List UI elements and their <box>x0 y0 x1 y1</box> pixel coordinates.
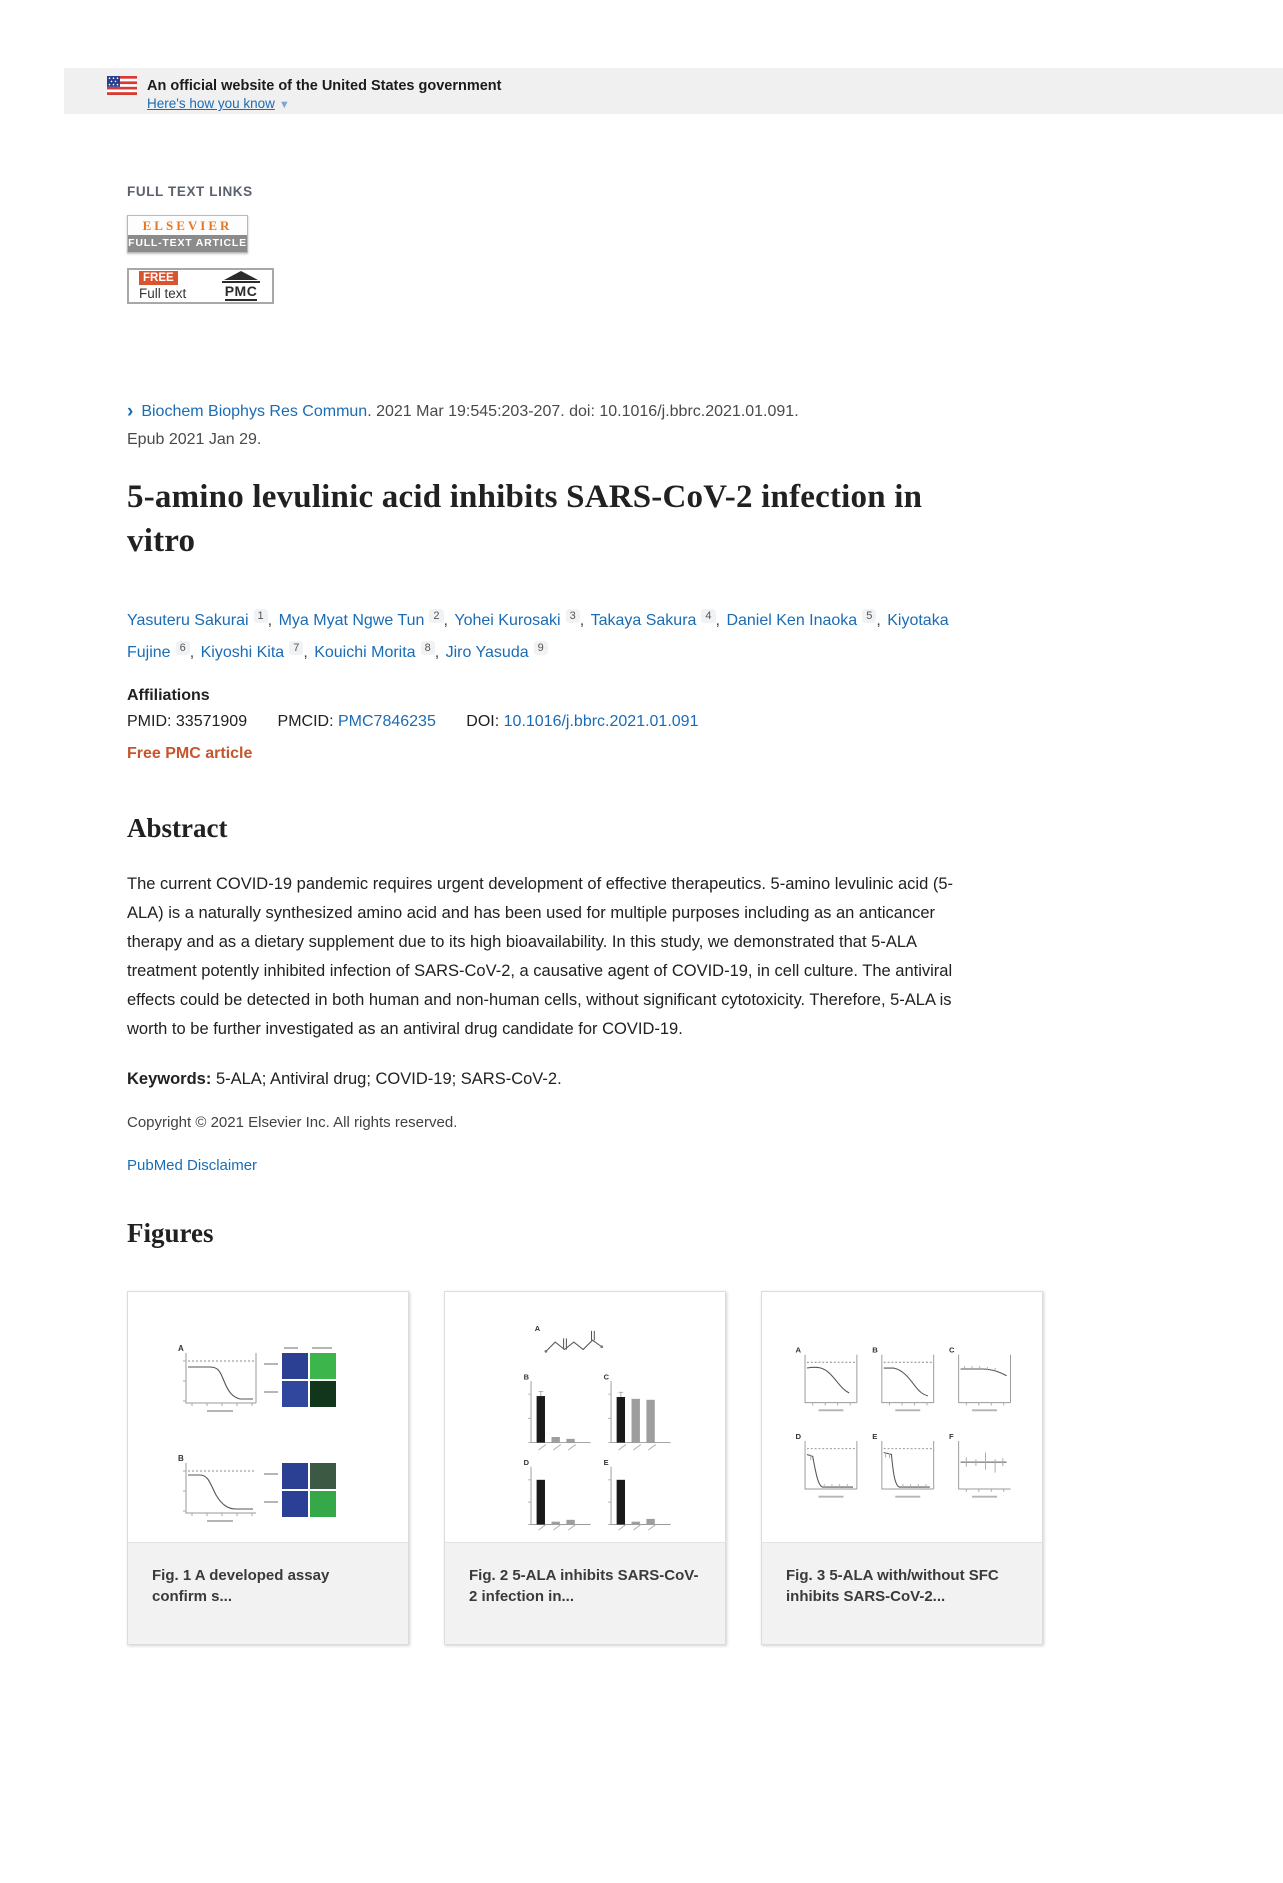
author-separator: , <box>189 644 199 662</box>
figure-3-image <box>762 1292 1042 1542</box>
figure-1-card[interactable] <box>127 1291 409 1646</box>
author-superscript[interactable]: 3 <box>566 609 580 623</box>
author-link[interactable]: Takaya Sakura <box>590 612 697 630</box>
panel-label: B <box>523 1372 529 1382</box>
panel-label: A <box>178 1343 184 1353</box>
figure-3-card[interactable] <box>761 1291 1043 1646</box>
author-link[interactable]: Jiro Yasuda <box>445 644 529 662</box>
pmid-label: PMID: <box>127 713 172 731</box>
figures-heading: Figures <box>127 1217 214 1248</box>
figure-cards-row <box>127 1291 1062 1646</box>
pmid-value: 33571909 <box>175 713 248 731</box>
figure-1-caption[interactable]: Fig. 1 A developed assay confirm s... <box>128 1542 408 1645</box>
author-superscript[interactable]: 5 <box>862 609 876 623</box>
doi-label: DOI: <box>466 713 500 731</box>
doi-group <box>466 713 698 730</box>
panel-label: D <box>523 1457 529 1467</box>
author-link[interactable]: Kiyoshi Kita <box>200 644 285 662</box>
official-website-text: An official website of the United States government <box>147 77 502 94</box>
keywords-value: 5-ALA; Antiviral drug; COVID-19; SARS-CoV-2. <box>211 1069 562 1088</box>
abstract-text: The current COVID-19 pandemic requires urgent development of effective therapeutics. 5-amino levulinic acid (5-ALA) is a naturally synthesized amino acid and has been used for multiple purposes including as an anticancer therapy and as a dietary supplement due to its high bioavailability. In this study, we demonstrated that 5-ALA treatment potently inhibited infection of SARS-CoV-2, a causative agent of COVID-19, in cell culture. The antiviral effects could be detected in both human and non-human cells, without significant cytotoxicity. Therefore, 5-ALA is worth to be further investigated as an antiviral drug candidate for COVID-19. <box>127 875 954 1038</box>
heres-how-you-know-link[interactable]: Here's how you know <box>147 96 275 111</box>
panel-label: B <box>872 1345 878 1355</box>
fig2-thumbnail <box>469 1303 701 1531</box>
author-superscript[interactable]: 8 <box>421 641 435 655</box>
panel-label: E <box>603 1457 609 1467</box>
pmc-logo-text: PMC <box>225 283 258 301</box>
author-superscript[interactable]: 1 <box>254 609 268 623</box>
fig3-thumbnail <box>782 1322 1022 1512</box>
pmcid-group <box>278 713 436 730</box>
pmid-group <box>127 713 247 730</box>
full-text-links-section <box>127 184 987 304</box>
figure-2-image <box>445 1292 725 1542</box>
author-link[interactable]: Yohei Kurosaki <box>454 612 561 630</box>
author-superscript[interactable]: 2 <box>429 609 443 623</box>
panel-label: B <box>178 1453 184 1463</box>
author-link[interactable]: Daniel Ken Inaoka <box>726 612 858 630</box>
pmc-logo-icon <box>222 271 260 301</box>
pubmed-disclaimer-link[interactable]: PubMed Disclaimer <box>127 1156 258 1174</box>
author-superscript[interactable]: 6 <box>176 641 190 655</box>
author-link[interactable]: Kiyotaka Fujine <box>127 612 949 662</box>
free-badge: FREE <box>139 271 178 285</box>
author-link[interactable]: Kouichi Morita <box>314 644 416 662</box>
panel-label: C <box>603 1372 609 1382</box>
heres-how-you-know[interactable] <box>147 96 1283 111</box>
elsevier-fulltext-button[interactable] <box>127 215 248 253</box>
chevron-down-icon: ▼ <box>278 99 290 111</box>
figure-2-caption[interactable]: Fig. 2 5-ALA inhibits SARS-CoV-2 infection in... <box>445 1542 725 1645</box>
author-superscript[interactable]: 9 <box>534 641 548 655</box>
journal-chevron-icon: › <box>127 401 134 422</box>
keywords-line <box>127 1070 987 1089</box>
doi-link[interactable]: 10.1016/j.bbrc.2021.01.091 <box>503 713 699 731</box>
figure-2-card[interactable] <box>444 1291 726 1646</box>
elsevier-logo: ELSEVIER <box>128 216 247 235</box>
citation-line <box>127 396 987 427</box>
figure-3-caption[interactable]: Fig. 3 5-ALA with/without SFC inhibits SARS-CoV-2... <box>762 1542 1042 1645</box>
author-separator: , <box>443 612 453 630</box>
author-superscript[interactable]: 7 <box>289 641 303 655</box>
full-text-links-heading: FULL TEXT LINKS <box>127 184 253 199</box>
panel-label: C <box>949 1345 955 1355</box>
author-separator: , <box>267 612 277 630</box>
us-flag-icon <box>107 76 137 95</box>
pubmed-disclaimer <box>127 1157 987 1174</box>
citation-details: . 2021 Mar 19:545:203-207. doi: 10.1016/j.bbrc.2021.01.091. <box>367 403 799 420</box>
author-separator: , <box>876 612 886 630</box>
abstract-heading: Abstract <box>127 813 228 844</box>
figure-1-image <box>128 1292 408 1542</box>
affiliations-toggle[interactable]: Affiliations <box>127 687 210 705</box>
panel-label: A <box>534 1323 541 1333</box>
pmc-free-fulltext-button[interactable] <box>127 268 274 304</box>
panel-label: E <box>872 1431 878 1441</box>
author-separator: , <box>303 644 313 662</box>
gov-banner <box>64 68 1283 114</box>
authors-list <box>127 605 987 669</box>
author-separator: , <box>434 644 444 662</box>
pmcid-link[interactable]: PMC7846235 <box>338 713 436 731</box>
copyright-line: Copyright © 2021 Elsevier Inc. All rights reserved. <box>127 1113 458 1131</box>
author-superscript[interactable]: 4 <box>701 609 715 623</box>
author-separator: , <box>715 612 725 630</box>
panel-label: A <box>795 1345 801 1355</box>
author-separator: , <box>579 612 589 630</box>
identifiers-line <box>127 713 987 731</box>
citation-block <box>127 396 987 454</box>
keywords-label: Keywords: <box>127 1069 212 1088</box>
panel-label: D <box>795 1431 801 1441</box>
pmc-fulltext-label: Full text <box>139 286 187 301</box>
article-title: 5-amino levulinic acid inhibits SARS-CoV-2 infection in vitro <box>127 478 923 559</box>
citation-epub: Epub 2021 Jan 29. <box>127 431 262 449</box>
fig1-thumbnail <box>152 1311 384 1523</box>
author-link[interactable]: Yasuteru Sakurai <box>127 612 249 630</box>
pmcid-label: PMCID: <box>277 713 334 731</box>
elsevier-fulltext-label: FULL-TEXT ARTICLE <box>128 235 247 252</box>
panel-label: F <box>949 1431 954 1441</box>
author-link[interactable]: Mya Myat Ngwe Tun <box>278 612 425 630</box>
journal-link[interactable]: Biochem Biophys Res Commun <box>141 403 368 420</box>
free-pmc-article-badge: Free PMC article <box>127 745 253 763</box>
